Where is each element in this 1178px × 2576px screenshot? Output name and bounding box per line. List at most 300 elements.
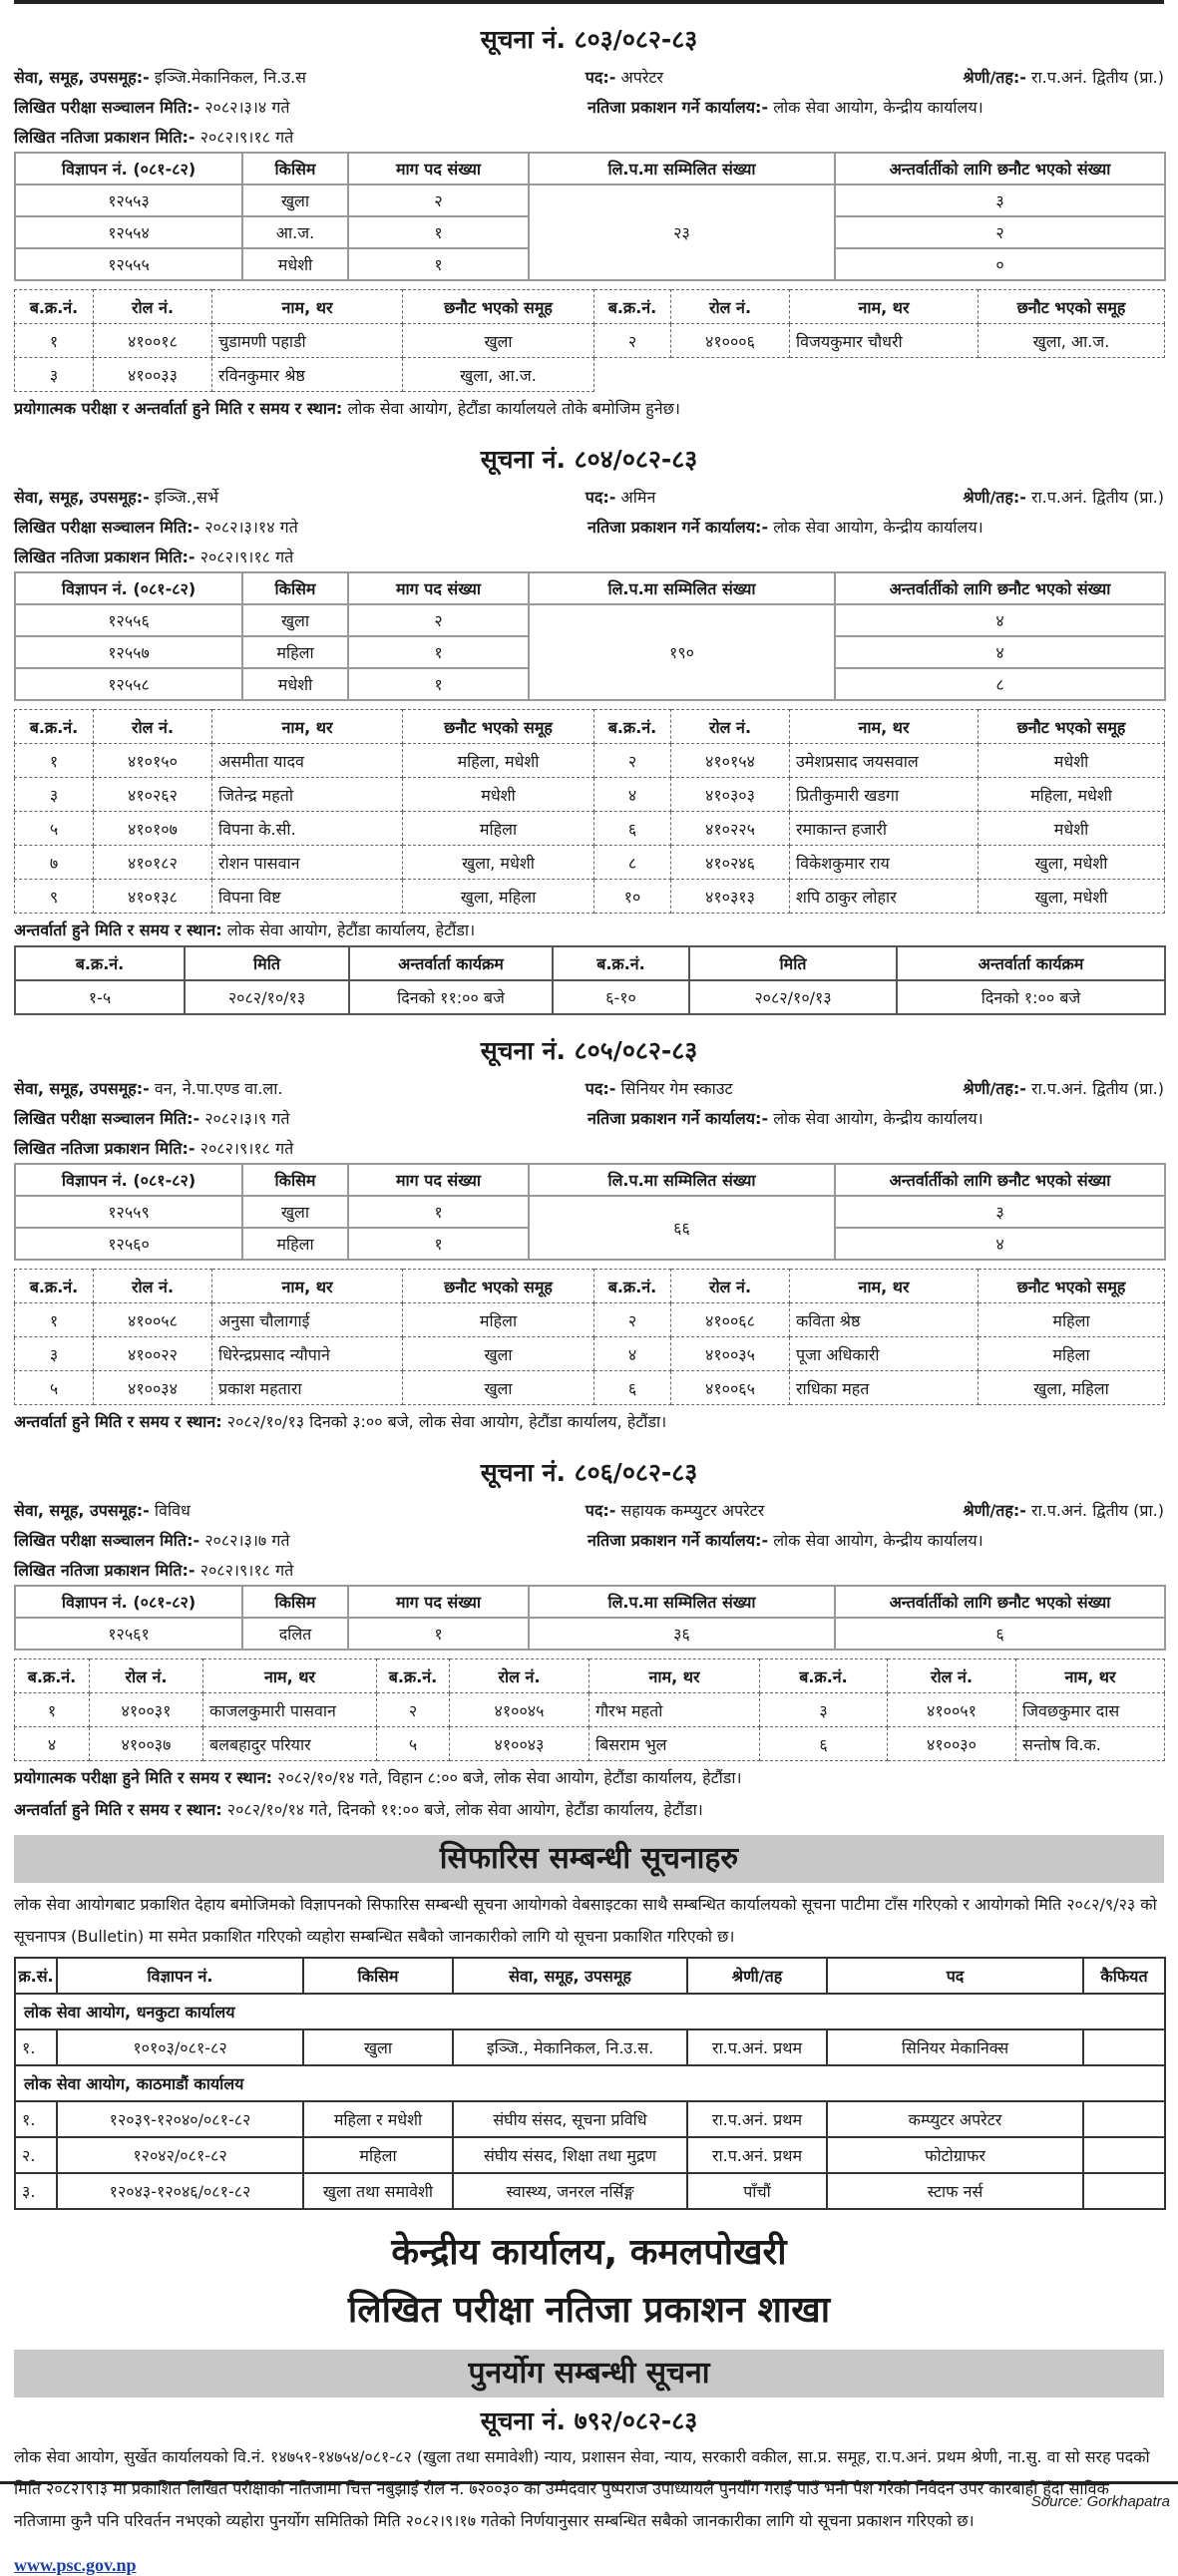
cell: २. (15, 2137, 57, 2173)
column-header: अन्तर्वार्तीको लागि छनौट भएको संख्या (835, 572, 1165, 604)
serial-no: ६ (594, 812, 671, 846)
result-office-value: लोक सेवा आयोग, केन्द्रीय कार्यालय। (773, 1109, 983, 1128)
notice-section (14, 22, 1164, 424)
result-date (14, 1137, 588, 1159)
post (586, 1499, 964, 1521)
candidate-name: काजलकुमारी पासवान (203, 1693, 377, 1727)
serial-no: ५ (15, 812, 94, 846)
adv-no: १२५६० (15, 1228, 242, 1260)
cell: १. (15, 2101, 57, 2137)
table-header-row (15, 153, 1165, 184)
column-header: ब.क्र.नं. (594, 1270, 671, 1303)
result-date-value: २०८२।९।१८ गते (199, 1139, 294, 1158)
notice-title: सूचना नं. ८०५/०८२-८३ (480, 1036, 698, 1065)
table-row (15, 184, 1165, 216)
column-header: लि.प.मा सम्मिलित संख्या (529, 1586, 835, 1618)
cell: खुला तथा समावेशी (303, 2173, 453, 2209)
service-group (14, 1499, 586, 1521)
column-header: नाम, थर (212, 710, 403, 744)
advertisement-table (14, 571, 1166, 701)
result-office (588, 516, 983, 538)
serial-no: ३ (15, 358, 94, 392)
notice-section (14, 442, 1164, 1015)
table-row (15, 1371, 1165, 1405)
serial-no: १० (594, 880, 671, 914)
candidate-name: राधिका महत (790, 1371, 979, 1405)
post-label: पद:- (585, 68, 616, 87)
service-group-value: विविध (154, 1501, 191, 1520)
cell: दिनको १:०० बजे (897, 980, 1165, 1014)
serial-no: ७ (15, 846, 94, 880)
cell: दिनको ११:०० बजे (349, 980, 553, 1014)
exam-date-label: लिखित परीक्षा सञ्चालन मिति:- (14, 518, 200, 537)
cell: २ (377, 1693, 450, 1727)
column-header: क्र.सं. (15, 1958, 57, 1994)
result-date-label: लिखित नतिजा प्रकाशन मिति:- (14, 1561, 196, 1580)
cell: ४१००३३ (94, 358, 212, 392)
column-header: किसिम (303, 1958, 453, 1994)
column-header: लि.प.मा सम्मिलित संख्या (529, 1164, 835, 1196)
cell: फोटोग्राफर (827, 2137, 1083, 2173)
serial-no: ४ (594, 1337, 671, 1371)
info-row (14, 122, 1164, 152)
cell: ४१००५८ (94, 1303, 212, 1337)
shortlisted-count: २ (835, 216, 1165, 248)
table-row (15, 358, 1165, 392)
column-header: विज्ञापन नं. (57, 1958, 303, 1994)
candidate-name: असमीता यादव (212, 744, 403, 778)
column-header: नाम, थर (212, 1270, 403, 1303)
info-row (14, 512, 1164, 542)
cell: महिला, मधेशी (979, 778, 1165, 812)
posts: १ (348, 636, 529, 668)
cell: ४१०२६२ (94, 778, 212, 812)
post-value: सहायक कम्प्युटर अपरेटर (620, 1501, 765, 1520)
column-header: नाम, थर (203, 1659, 377, 1693)
post-value: सिनियर गेम स्काउट (620, 1079, 733, 1098)
table-row (15, 744, 1165, 778)
serial-no: ४ (15, 1727, 90, 1761)
notice-section (14, 1455, 1164, 1825)
shortlisted-count: ४ (835, 1228, 1165, 1260)
column-header: नाम, थर (790, 710, 979, 744)
serial-no: ४ (594, 778, 671, 812)
cell: महिला (403, 1303, 594, 1337)
website-link[interactable]: www.psc.gov.np (14, 2555, 137, 2575)
exam-date-label: लिखित परीक्षा सञ्चालन मिति:- (14, 98, 200, 117)
service-group-label: सेवा, समूह, उपसमूह:- (14, 1501, 150, 1520)
column-header: नाम, थर (589, 1659, 760, 1693)
total-appeared: २३ (529, 184, 835, 280)
central-office-title: केन्द्रीय कार्यालय, कमलपोखरी (391, 2232, 787, 2273)
table-header-row (15, 1659, 1165, 1693)
level (963, 486, 1164, 508)
cell: महिला (403, 812, 594, 846)
candidate-name: जिवछकुमार दास (1016, 1693, 1165, 1727)
column-header: छनौट भएको समूह (979, 1270, 1165, 1303)
cell: १. (15, 2029, 57, 2065)
level (963, 1499, 1164, 1521)
post-label: पद:- (585, 488, 616, 507)
cell: ४१०१५० (94, 744, 212, 778)
info-row (14, 1555, 1164, 1585)
exam-date-value: २०८२।३।४ गते (204, 98, 290, 117)
candidate-name: प्रितीकुमारी खडगा (790, 778, 979, 812)
candidate-name: विकेशकुमार राय (790, 846, 979, 880)
adv-no: १२५५३ (15, 184, 242, 216)
cell: २०८२/१०/१३ (185, 980, 349, 1014)
punaryog-notice-no: सूचना नं. ७९२/०८२-८३ (480, 2406, 698, 2435)
venue-text: २०८२/१०/१३ दिनको ३:०० बजे, लोक सेवा आयोग, हेटौंडा कार्यालय, हेटौंडा। (226, 1412, 667, 1431)
type: खुला (242, 604, 348, 636)
shortlisted-count: ३ (835, 1196, 1165, 1228)
office-name: लोक सेवा आयोग, धनकुटा कार्यालय (15, 1994, 1165, 2029)
candidate-name: विपना विष्ट (212, 880, 403, 914)
type: खुला (242, 184, 348, 216)
service-group (14, 486, 586, 508)
adv-no: १२५६१ (15, 1618, 242, 1650)
adv-no: १२५५६ (15, 604, 242, 636)
result-date-value: २०८२।९।१८ गते (199, 1561, 294, 1580)
candidate-name: पूजा अधिकारी (790, 1337, 979, 1371)
column-header: माग पद संख्या (348, 1586, 529, 1618)
advertisement-table (14, 152, 1166, 281)
table-row (15, 1618, 1165, 1650)
shortlisted-count: ३ (835, 184, 1165, 216)
exam-date (14, 1107, 588, 1129)
serial-no: ९ (15, 880, 94, 914)
table-row (15, 1693, 1165, 1727)
cell: ४१००३७ (90, 1727, 203, 1761)
cell: ३ (760, 1693, 888, 1727)
level-value: रा.प.अनं. द्वितीय (प्रा.) (1030, 488, 1164, 507)
type: मधेशी (242, 248, 348, 280)
candidate-name: धिरेन्द्रप्रसाद न्यौपाने (212, 1337, 403, 1371)
column-header: छनौट भएको समूह (403, 290, 594, 324)
notice-title: सूचना नं. ८०६/०८२-८३ (480, 1458, 698, 1487)
serial-no: १ (15, 1693, 90, 1727)
post-value: अमिन (620, 488, 656, 507)
cell: खुला, आ.ज. (979, 324, 1165, 358)
service-group-label: सेवा, समूह, उपसमूह:- (14, 488, 150, 507)
cell: मधेशी (979, 812, 1165, 846)
cell: ४१००३१ (90, 1693, 203, 1727)
venue-label: अन्तर्वार्ता हुने मिति र समय र स्थान: (14, 920, 222, 939)
table-row (15, 2173, 1165, 2209)
exam-date-value: २०८२।३।९ गते (204, 1109, 290, 1128)
venue-line (14, 1761, 1164, 1793)
column-header: विज्ञापन नं. (०८१-८२) (15, 1586, 242, 1618)
level-value: रा.प.अनं. द्वितीय (प्रा.) (1030, 1079, 1164, 1098)
info-row (14, 1133, 1164, 1163)
cell: महिला (303, 2137, 453, 2173)
serial-no: ८ (594, 846, 671, 880)
adv-no: १२५५८ (15, 668, 242, 700)
column-header: लि.प.मा सम्मिलित संख्या (529, 572, 835, 604)
table-row (15, 812, 1165, 846)
result-office-label: नतिजा प्रकाशन गर्ने कार्यालय:- (588, 98, 769, 117)
type: महिला (242, 1228, 348, 1260)
source-credit: Source: Gorkhapatra (1030, 2493, 1170, 2510)
candidate-name: शपि ठाकुर लोहार (790, 880, 979, 914)
column-header: ब.क्र.नं. (15, 290, 94, 324)
service-group (14, 1077, 586, 1099)
info-row (14, 1103, 1164, 1133)
column-header: ब.क्र.नं. (15, 946, 185, 980)
exam-date-value: २०८२।३।१४ गते (204, 518, 298, 537)
posts: २ (348, 184, 529, 216)
cell: महिला र मधेशी (303, 2101, 453, 2137)
cell (671, 358, 790, 392)
result-date (14, 546, 588, 567)
column-header: ब.क्र.नं. (15, 710, 94, 744)
cell: खुला, मधेशी (979, 880, 1165, 914)
column-header: ब.क्र.नं. (15, 1659, 90, 1693)
column-header: ब.क्र.नं. (377, 1659, 450, 1693)
table-row (15, 1337, 1165, 1371)
cell: महिला, मधेशी (403, 744, 594, 778)
sifaris-banner: सिफारिस सम्बन्धी सूचनाहरु (14, 1835, 1164, 1883)
table-row (15, 2137, 1165, 2173)
level-label: श्रेणी/तह:- (963, 68, 1026, 87)
candidate-name: कविता श्रेष्ठ (790, 1303, 979, 1337)
posts: १ (348, 216, 529, 248)
column-header: ब.क्र.नं. (594, 290, 671, 324)
level-label: श्रेणी/तह:- (963, 1079, 1026, 1098)
cell: स्वास्थ्य, जनरल नर्सिङ्ग (453, 2173, 687, 2209)
column-header: किसिम (242, 1586, 348, 1618)
table-header-row (15, 572, 1165, 604)
candidate-table (14, 1269, 1165, 1405)
result-office-label: नतिजा प्रकाशन गर्ने कार्यालय:- (588, 1109, 769, 1128)
serial-no: १ (15, 744, 94, 778)
cell: ६ (760, 1727, 888, 1761)
venue-line (14, 1405, 1164, 1437)
shortlisted-count: ० (835, 248, 1165, 280)
cell: ४१०१५४ (671, 744, 790, 778)
table-header-row (15, 710, 1165, 744)
service-group (14, 66, 586, 88)
table-header-row (15, 1164, 1165, 1196)
adv-no: १२५५९ (15, 1196, 242, 1228)
column-header: माग पद संख्या (348, 1164, 529, 1196)
service-group-value: इञ्जि.,सर्भे (154, 488, 219, 507)
result-office (588, 1107, 983, 1129)
exam-date (14, 516, 588, 538)
column-header: छनौट भएको समूह (403, 1270, 594, 1303)
table-header-row (15, 946, 1165, 980)
type: आ.ज. (242, 216, 348, 248)
column-header: लि.प.मा सम्मिलित संख्या (529, 153, 835, 184)
cell: रा.प.अनं. प्रथम (687, 2137, 827, 2173)
exam-date (14, 1529, 588, 1551)
cell: ४१००३० (888, 1727, 1016, 1761)
candidate-name: चुडामणी पहाडी (212, 324, 403, 358)
cell: ४१०१३८ (94, 880, 212, 914)
cell: ४१०२२५ (671, 812, 790, 846)
column-header: सेवा, समूह, उपसमूह (453, 1958, 687, 1994)
column-header: रोल नं. (671, 710, 790, 744)
column-header: नाम, थर (790, 290, 979, 324)
candidate-name: अनुसा चौलागाई (212, 1303, 403, 1337)
cell: ४१००६८ (671, 1303, 790, 1337)
result-office-label: नतिजा प्रकाशन गर्ने कार्यालय:- (588, 518, 769, 537)
venue-label: अन्तर्वार्ता हुने मिति र समय र स्थान: (14, 1412, 222, 1431)
exam-date-label: लिखित परीक्षा सञ्चालन मिति:- (14, 1531, 200, 1550)
candidate-name: विजयकुमार चौधरी (790, 324, 979, 358)
serial-no: ४१००४५ (450, 1693, 589, 1727)
candidate-name: रोशन पासवान (212, 846, 403, 880)
cell: खुला, मधेशी (403, 846, 594, 880)
cell: १२०४२/०८१-८२ (57, 2137, 303, 2173)
column-header: रोल नं. (671, 290, 790, 324)
posts: १ (348, 668, 529, 700)
result-date-value: २०८२।९।१८ गते (199, 548, 294, 566)
cell: रा.प.अनं. प्रथम (687, 2029, 827, 2065)
cell: मधेशी (403, 778, 594, 812)
level (963, 1077, 1164, 1099)
post (586, 1077, 964, 1099)
cell: ४१००६५ (671, 1371, 790, 1405)
recommendation-table (14, 1957, 1166, 2210)
table-row (15, 2101, 1165, 2137)
info-row (14, 92, 1164, 122)
cell: खुला, महिला (979, 1371, 1165, 1405)
candidate-name: प्रकाश महतारा (212, 1371, 403, 1405)
shortlisted-count: ६ (835, 1618, 1165, 1650)
info-row (14, 1525, 1164, 1555)
interview-schedule-table (14, 945, 1166, 1015)
candidate-name: बिसराम भुल (589, 1727, 760, 1761)
exam-date-label: लिखित परीक्षा सञ्चालन मिति:- (14, 1109, 200, 1128)
column-header: अन्तर्वार्तीको लागि छनौट भएको संख्या (835, 153, 1165, 184)
cell: कम्प्युटर अपरेटर (827, 2101, 1083, 2137)
column-header: ब.क्र.नं. (594, 710, 671, 744)
cell: ३. (15, 2173, 57, 2209)
candidate-name: विपना के.सी. (212, 812, 403, 846)
total-appeared: ३६ (529, 1618, 835, 1650)
cell: संघीय संसद, शिक्षा तथा मुद्रण (453, 2137, 687, 2173)
column-header: माग पद संख्या (348, 153, 529, 184)
cell: ४१०२४६ (671, 846, 790, 880)
venue-line (14, 1793, 1164, 1825)
column-header: रोल नं. (888, 1659, 1016, 1693)
serial-no (594, 358, 671, 392)
office-name: लोक सेवा आयोग, काठमाडौं कार्यालय (15, 2065, 1165, 2101)
column-header: रोल नं. (671, 1270, 790, 1303)
column-header: विज्ञापन नं. (०८१-८२) (15, 153, 242, 184)
service-group-label: सेवा, समूह, उपसमूह:- (14, 1079, 150, 1098)
venue-label: प्रयोगात्मक परीक्षा हुने मिति र समय र स्थान: (14, 1768, 273, 1787)
result-office-value: लोक सेवा आयोग, केन्द्रीय कार्यालय। (773, 518, 983, 537)
advertisement-table (14, 1163, 1166, 1261)
info-row (14, 482, 1164, 512)
serial-no: १ (15, 1303, 94, 1337)
cell: ५ (377, 1727, 450, 1761)
venue-line (14, 914, 1164, 945)
cell (1083, 2029, 1165, 2065)
level-label: श्रेणी/तह:- (963, 1501, 1026, 1520)
cell: ४१००२२ (94, 1337, 212, 1371)
column-header: माग पद संख्या (348, 572, 529, 604)
exam-date (14, 96, 588, 118)
candidate-name: जितेन्द्र महतो (212, 778, 403, 812)
cell (1083, 2101, 1165, 2137)
table-row (15, 980, 1165, 1014)
post (586, 66, 964, 88)
post-value: अपरेटर (620, 68, 663, 87)
cell: १०१०३/०८१-८२ (57, 2029, 303, 2065)
cell: खुला (303, 2029, 453, 2065)
cell: इञ्जि., मेकानिकल, नि.उ.स. (453, 2029, 687, 2065)
cell: १-५ (15, 980, 185, 1014)
cell (979, 358, 1165, 392)
column-header: पद (827, 1958, 1083, 1994)
adv-no: १२५५४ (15, 216, 242, 248)
info-row (14, 542, 1164, 571)
venue-text: २०८२/१०/१४ गते, विहान ८:०० बजे, लोक सेवा आयोग, हेटौंडा कार्यालय, हेटौंडा। (277, 1768, 742, 1787)
type: खुला (242, 1196, 348, 1228)
post-label: पद:- (585, 1501, 616, 1520)
column-header: छनौट भएको समूह (979, 290, 1165, 324)
info-row (14, 1495, 1164, 1525)
sifaris-intro: लोक सेवा आयोगबाट प्रकाशित देहाय बमोजिमको विज्ञापनको सिफारिस सम्बन्धी सूचना आयोगको वेबसाइटका साथै सम्बन्धित कार्यालयको सूचना पाटीमा टाँस गरिएको र आयोगको मिति २०८२/९/२३ को सूचनापत्र (Bulletin) मा समेत प्रकाशित गरिएको व्यहोरा सम्बन्धित सबैको जानकारीको लागि यो सूचना प्रकाशित गरिएको छ। (14, 1895, 1157, 1946)
column-header: श्रेणी/तह (687, 1958, 827, 1994)
total-appeared: १९० (529, 604, 835, 700)
notice-title: सूचना नं. ८०४/०८२-८३ (480, 445, 698, 474)
cell: पाँचौं (687, 2173, 827, 2209)
cell: खुला, मधेशी (979, 846, 1165, 880)
cell: सिनियर मेकानिक्स (827, 2029, 1083, 2065)
cell: ६-१० (553, 980, 689, 1014)
serial-no: ४१००४३ (450, 1727, 589, 1761)
posts: १ (348, 248, 529, 280)
cell: ४१००५१ (888, 1693, 1016, 1727)
adv-no: १२५५७ (15, 636, 242, 668)
table-row (15, 2029, 1165, 2065)
total-appeared: ६६ (529, 1196, 835, 1260)
venue-line (14, 392, 1164, 424)
service-group-value: वन, ने.पा.एण्ड वा.ला. (154, 1079, 283, 1098)
cell: ४१०१८२ (94, 846, 212, 880)
result-date-label: लिखित नतिजा प्रकाशन मिति:- (14, 548, 196, 566)
cell: ४१०१०७ (94, 812, 212, 846)
post-label: पद:- (585, 1079, 616, 1098)
table-header-row (15, 1270, 1165, 1303)
candidate-table (14, 289, 1165, 392)
notice-title: सूचना नं. ८०३/०८२-८३ (480, 25, 698, 54)
post (586, 486, 964, 508)
cell: मधेशी (979, 744, 1165, 778)
serial-no: २ (594, 324, 671, 358)
candidate-name: उमेशप्रसाद जयसवाल (790, 744, 979, 778)
column-header: अन्तर्वार्तीको लागि छनौट भएको संख्या (835, 1586, 1165, 1618)
table-row (15, 880, 1165, 914)
result-date-label: लिखित नतिजा प्रकाशन मिति:- (14, 1139, 196, 1158)
column-header: अन्तर्वार्तीको लागि छनौट भएको संख्या (835, 1164, 1165, 1196)
column-header: कैफियत (1083, 1958, 1165, 1994)
column-header: नाम, थर (1016, 1659, 1165, 1693)
column-header: ब.क्र.नं. (15, 1270, 94, 1303)
bottom-rule (0, 2481, 1178, 2484)
result-office (588, 1529, 983, 1551)
cell: ४१०००६ (671, 324, 790, 358)
candidate-name: गौरभ महतो (589, 1693, 760, 1727)
result-date (14, 1559, 588, 1581)
column-header: ब.क्र.नं. (553, 946, 689, 980)
column-header: रोल नं. (94, 710, 212, 744)
venue-text: लोक सेवा आयोग, हेटौंडा कार्यालयले तोके बमोजिम हुनेछ। (347, 399, 680, 418)
